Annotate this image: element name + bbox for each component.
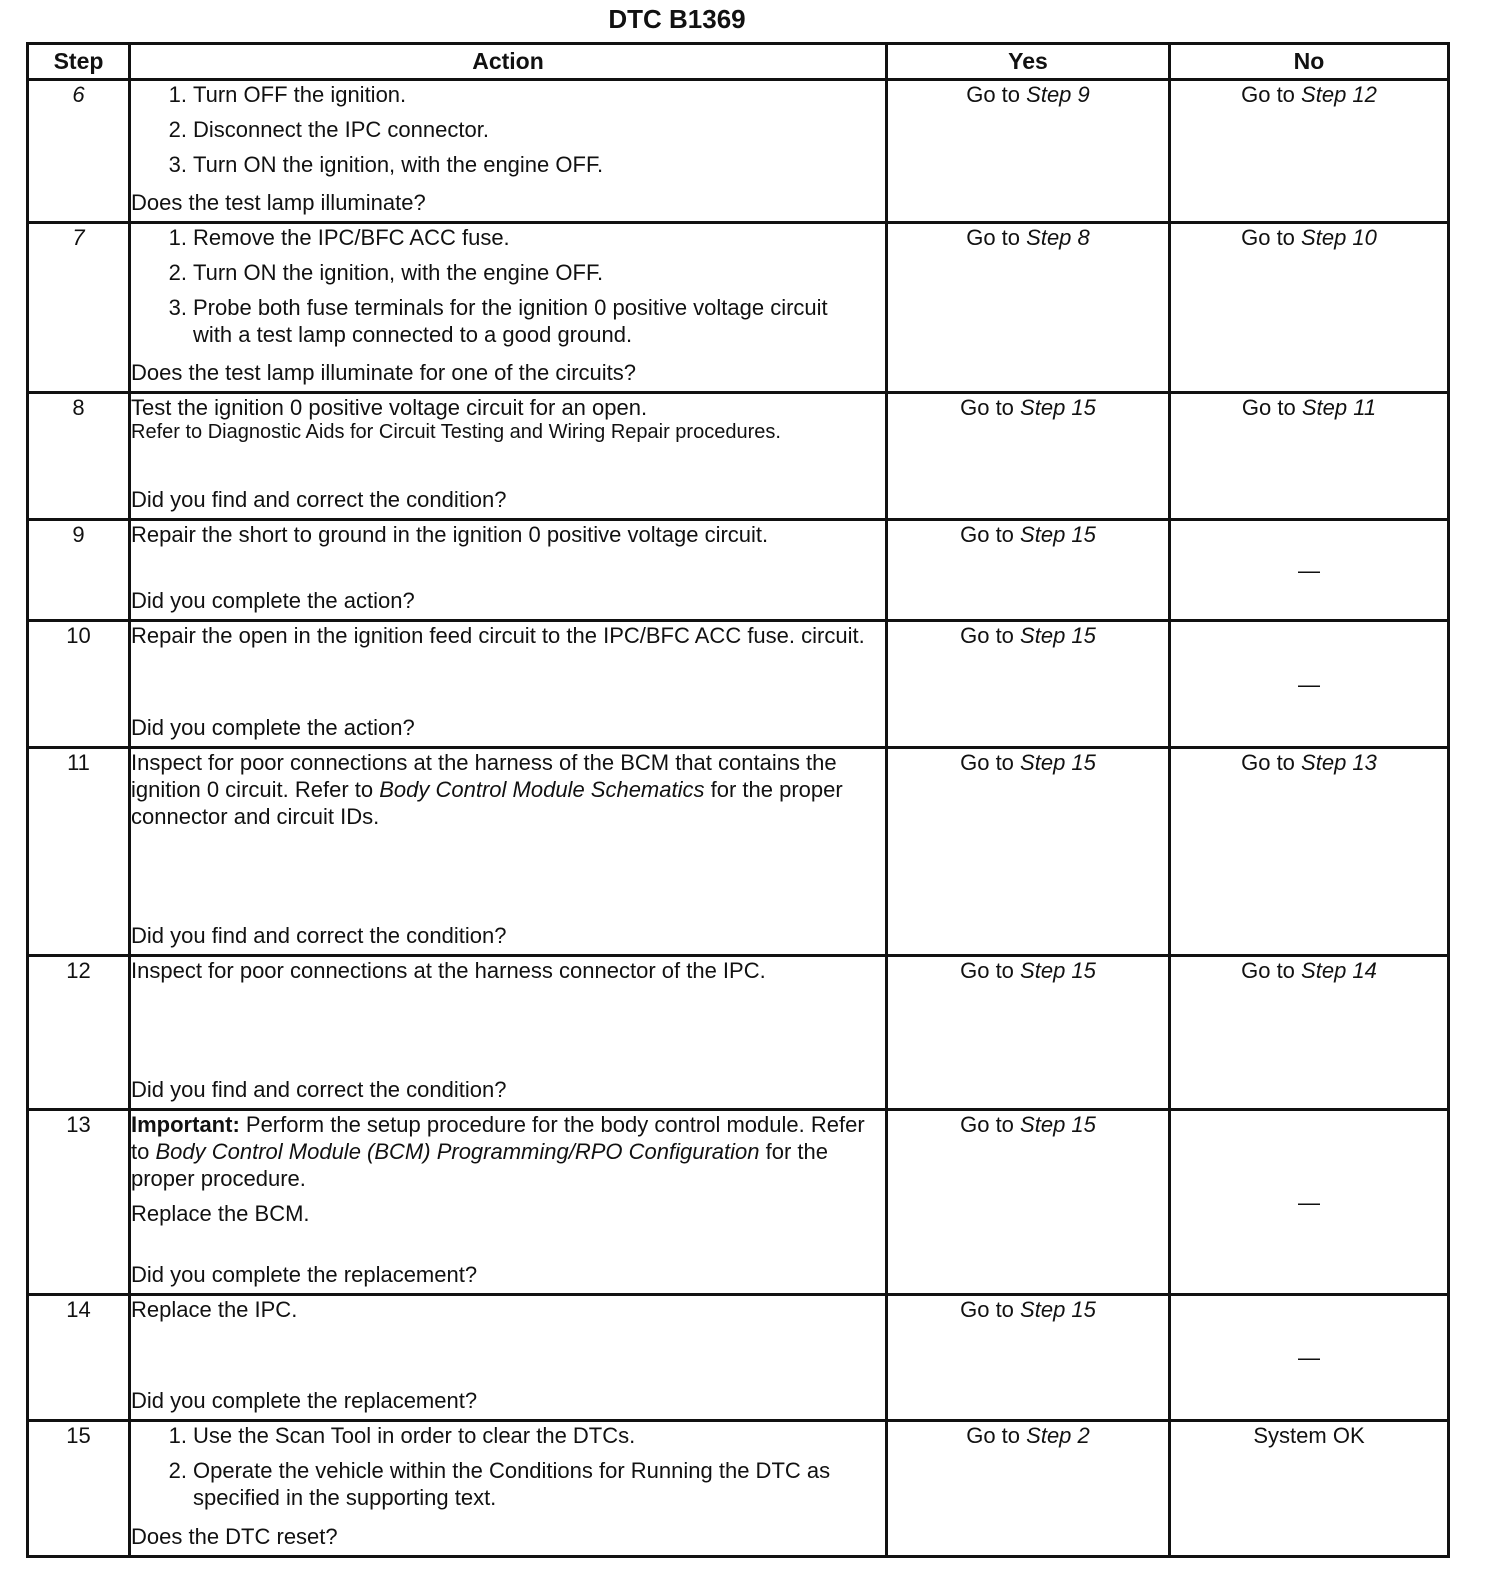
no-cell: Go to Step 11 (1170, 393, 1449, 520)
no-cell: System OK (1170, 1421, 1449, 1557)
step-number: 9 (28, 520, 130, 621)
action-cell (130, 80, 887, 223)
no-cell: Go to Step 10 (1170, 223, 1449, 393)
action-cell (130, 956, 887, 1110)
action-text: Inspect for poor connections at the harness of the BCM that contains the ignition 0 circuit. Refer to Body Control Module Schematics for the proper connector and circuit IDs. (131, 750, 843, 829)
yes-cell: Go to Step 15 (887, 1295, 1170, 1421)
header-yes: Yes (887, 44, 1170, 80)
step-reference: Step 15 (1020, 1112, 1096, 1137)
step-reference: Step 13 (1301, 750, 1377, 775)
step-number: 6 (28, 80, 130, 223)
question: Does the test lamp illuminate? (131, 190, 426, 215)
step-reference: Step 15 (1020, 1297, 1096, 1322)
list-item: 3. Probe both fuse terminals for the ignition 0 positive voltage circuit with a test lamp connected to a good ground. (168, 295, 828, 347)
reference-note: Refer to Diagnostic Aids for Circuit Testing and Wiring Repair procedures. (131, 421, 781, 443)
document-title: DTC B1369 (608, 4, 746, 34)
table-row (28, 621, 1449, 748)
yes-cell: Go to Step 8 (887, 223, 1170, 393)
action-cell (130, 621, 887, 748)
header-step: Step (28, 44, 130, 80)
no-cell: Go to Step 13 (1170, 748, 1449, 956)
action-list (131, 1422, 885, 1519)
important-label: Important: (131, 1112, 240, 1137)
action-cell (130, 748, 887, 956)
question: Does the DTC reset? (131, 1524, 338, 1549)
action-text: Repair the short to ground in the ignition 0 positive voltage circuit. (131, 522, 769, 547)
dash: — (1298, 671, 1320, 697)
table-row (28, 1110, 1449, 1295)
action-text: Test the ignition 0 positive voltage circuit for an open. (131, 395, 648, 420)
step-reference: Step 8 (1026, 225, 1090, 250)
yes-cell: Go to Step 15 (887, 1110, 1170, 1295)
question: Did you find and correct the condition? (131, 923, 507, 948)
dash: — (1298, 1189, 1320, 1215)
step-reference: Step 12 (1301, 82, 1377, 107)
table-row (28, 80, 1449, 223)
list-item: 1. Remove the IPC/BFC ACC fuse. (168, 225, 510, 250)
table-row (28, 520, 1449, 621)
question: Did you find and correct the condition? (131, 487, 507, 512)
question: Did you complete the replacement? (131, 1388, 478, 1413)
action-cell (130, 393, 887, 520)
dash: — (1298, 557, 1320, 583)
action-text-secondary: Replace the BCM. (131, 1201, 310, 1226)
table-row (28, 1295, 1449, 1421)
table-row (28, 956, 1449, 1110)
list-item: 1. Use the Scan Tool in order to clear the DTCs. (168, 1423, 636, 1448)
question: Does the test lamp illuminate for one of the circuits? (131, 360, 637, 385)
table-row (28, 223, 1449, 393)
no-cell: Go to Step 12 (1170, 80, 1449, 223)
action-text: Replace the IPC. (131, 1297, 298, 1322)
yes-cell: Go to Step 9 (887, 80, 1170, 223)
question: Did you find and correct the condition? (131, 1077, 507, 1102)
action-text: Important: Perform the setup procedure for the body control module. Refer to Body Control Module (BCM) Programming/RPO Configuration for the proper procedure. (131, 1112, 865, 1191)
header-action: Action (130, 44, 887, 80)
action-list (131, 224, 885, 356)
action-cell (130, 520, 887, 621)
table-row (28, 393, 1449, 520)
action-cell (130, 1110, 887, 1295)
document-reference: Body Control Module Schematics (379, 777, 705, 802)
action-cell (130, 223, 887, 393)
action-cell (130, 1421, 887, 1557)
step-reference: Step 15 (1020, 623, 1096, 648)
step-number: 8 (28, 393, 130, 520)
table-row (28, 748, 1449, 956)
list-item: 2. Operate the vehicle within the Conditions for Running the DTC as specified in the supporting text. (168, 1458, 831, 1510)
dash: — (1298, 1345, 1320, 1370)
list-item: 1. Turn OFF the ignition. (168, 82, 407, 107)
step-number: 13 (28, 1110, 130, 1295)
document-reference: Body Control Module (BCM) Programming/RPO Configuration (155, 1139, 760, 1164)
step-number: 14 (28, 1295, 130, 1421)
step-reference: Step 11 (1301, 395, 1377, 420)
step-reference: Step 2 (1026, 1423, 1090, 1448)
header-no: No (1170, 44, 1449, 80)
yes-cell: Go to Step 15 (887, 748, 1170, 956)
yes-cell: Go to Step 2 (887, 1421, 1170, 1557)
no-cell (1170, 1110, 1449, 1295)
step-reference: Step 15 (1020, 522, 1096, 547)
action-cell (130, 1295, 887, 1421)
list-item: 2. Turn ON the ignition, with the engine OFF. (168, 260, 604, 285)
action-text: Inspect for poor connections at the harness connector of the IPC. (131, 958, 766, 983)
step-reference: Step 15 (1020, 395, 1096, 420)
yes-cell: Go to Step 15 (887, 956, 1170, 1110)
step-number: 12 (28, 956, 130, 1110)
step-reference: Step 9 (1026, 82, 1090, 107)
no-cell (1170, 520, 1449, 621)
step-reference: Step 15 (1020, 750, 1096, 775)
action-list (131, 81, 885, 186)
table-row (28, 1421, 1449, 1557)
step-number: 11 (28, 748, 130, 956)
no-cell: Go to Step 14 (1170, 956, 1449, 1110)
list-item: 2. Disconnect the IPC connector. (168, 117, 489, 142)
question: Did you complete the replacement? (131, 1262, 478, 1287)
list-item: 3. Turn ON the ignition, with the engine OFF. (168, 152, 604, 177)
header-row (28, 44, 1449, 80)
step-reference: Step 15 (1020, 958, 1096, 983)
yes-cell: Go to Step 15 (887, 393, 1170, 520)
step-number: 15 (28, 1421, 130, 1557)
dtc-table (26, 42, 1450, 1558)
action-text: Repair the open in the ignition feed circuit to the IPC/BFC ACC fuse. circuit. (131, 623, 865, 648)
yes-cell: Go to Step 15 (887, 621, 1170, 748)
question: Did you complete the action? (131, 715, 415, 740)
yes-cell: Go to Step 15 (887, 520, 1170, 621)
no-cell (1170, 1295, 1449, 1421)
step-reference: Step 10 (1301, 225, 1377, 250)
no-cell (1170, 621, 1449, 748)
step-number: 10 (28, 621, 130, 748)
question: Did you complete the action? (131, 588, 415, 613)
step-reference: Step 14 (1301, 958, 1377, 983)
step-number: 7 (28, 223, 130, 393)
